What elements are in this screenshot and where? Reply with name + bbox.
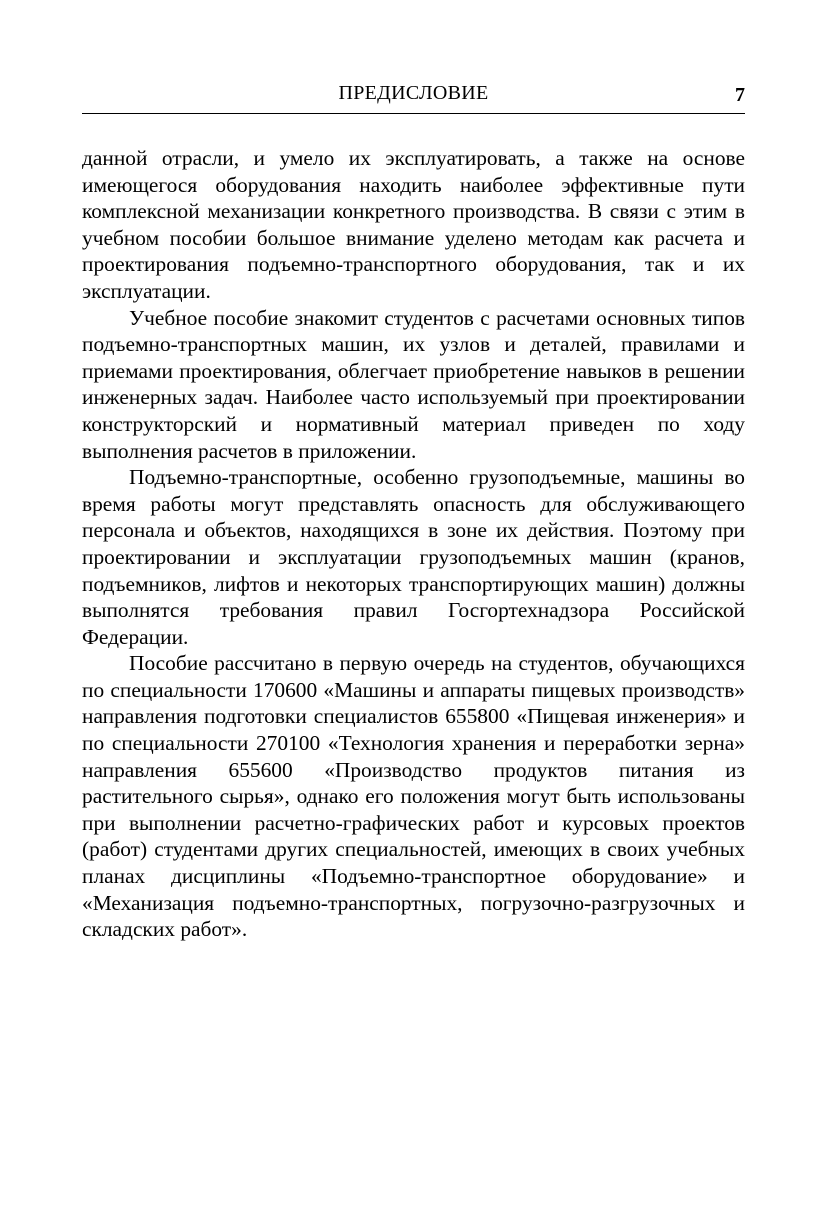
paragraph: Учебное пособие знакомит студентов с расчетами основных типов подъемно-транспортных машин, их узлов и деталей, правилами и приемами проектирования, облегчает приобретение навыков в решении инженерных задач. Наиболее часто используемый при проектировании конструкторский и нормативный материал приведен по ходу выполнения расчетов в приложении. — [82, 305, 745, 463]
book-page — [82, 0, 745, 943]
body-text — [82, 145, 745, 943]
page-number: 7 — [735, 84, 745, 106]
running-header — [82, 0, 745, 114]
paragraph: Подъемно-транспортные, особенно грузоподъемные, машины во время работы могут представлять опасность для обслуживающего персонала и объектов, находящихся в зоне их действия. Поэтому при проектировании и эксплуатации грузоподъемных машин (кранов, подъемников, лифтов и некоторых транспортирующих машин) должны выполнятся требования правил Госгортехнадзора Российской Федерации. — [82, 465, 745, 649]
section-title: ПРЕДИСЛОВИЕ — [338, 82, 489, 104]
paragraph: данной отрасли, и умело их эксплуатировать, а также на основе имеющегося оборудования находить наиболее эффективные пути комплексной механизации конкретного производства. В связи с этим в учебном пособии большое внимание уделено методам как расчета и проектирования подъемно-транспортного оборудования, так и их эксплуатации. — [82, 146, 745, 303]
paragraph: Пособие рассчитано в первую очередь на студентов, обучающихся по специальности 170600 «Машины и аппараты пищевых производств» направления подготовки специалистов 655800 «Пищевая инженерия» и по специальности 270100 «Технология хранения и переработки зерна» направления 655600 «Производство продуктов питания из растительного сырья», однако его положения могут быть использованы при выполнении расчетно-графических работ и курсовых проектов (работ) студентами других специальностей, имеющих в своих учебных планах дисциплины «Подъемно-транспортное оборудование» и «Механизация подъемно-транспортных, погрузочно-разгрузочных и складских работ». — [82, 651, 745, 942]
